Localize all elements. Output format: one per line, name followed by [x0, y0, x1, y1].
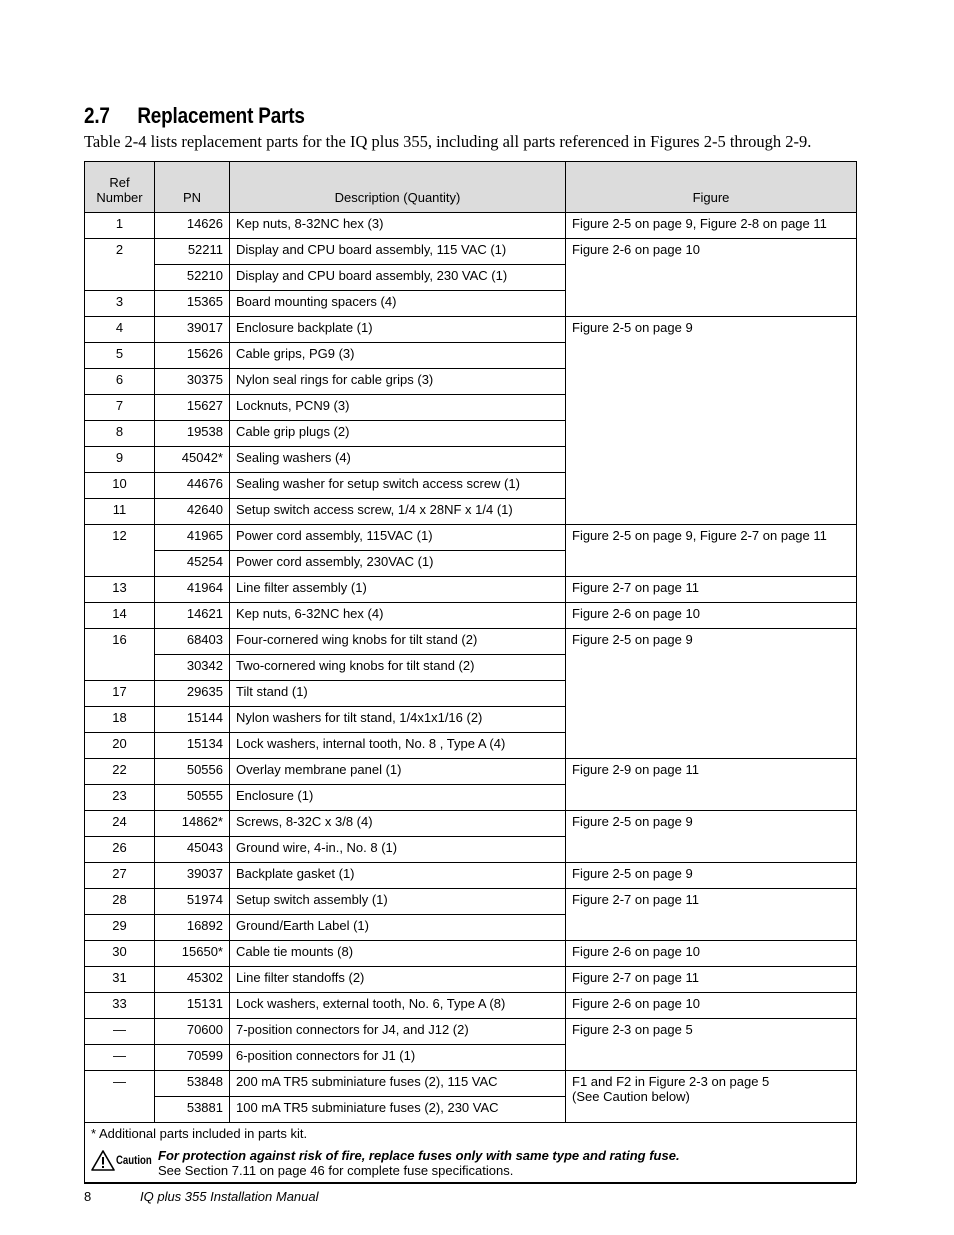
description-cell: Overlay membrane panel (1): [230, 759, 566, 785]
table-header-row: [85, 162, 857, 213]
description-cell: 7-position connectors for J4, and J12 (2): [230, 1019, 566, 1045]
description-cell: Display and CPU board assembly, 230 VAC (1): [230, 265, 566, 291]
ref-cell: 5: [85, 343, 155, 369]
description-cell: Setup switch assembly (1): [230, 889, 566, 915]
ref-cell: 28: [85, 889, 155, 915]
description-cell: Ground wire, 4-in., No. 8 (1): [230, 837, 566, 863]
figure-text-line1: F1 and F2 in Figure 2-3 on page 5: [572, 1074, 770, 1089]
ref-cell: 24: [85, 811, 155, 837]
description-cell: Cable grips, PG9 (3): [230, 343, 566, 369]
table-footer: [85, 1123, 857, 1183]
description-cell: Display and CPU board assembly, 115 VAC (1): [230, 239, 566, 265]
figure-cell: [566, 1071, 857, 1123]
ref-cell: 18: [85, 707, 155, 733]
figure-cell: Figure 2-6 on page 10: [566, 993, 857, 1019]
pn-cell: 44676: [155, 473, 230, 499]
description-cell: Lock washers, internal tooth, No. 8 , Type A (4): [230, 733, 566, 759]
page-number: 8: [84, 1189, 92, 1204]
ref-cell: 14: [85, 603, 155, 629]
description-cell: Power cord assembly, 230VAC (1): [230, 551, 566, 577]
description-cell: Cable grip plugs (2): [230, 421, 566, 447]
description-cell: Lock washers, external tooth, No. 6, Type A (8): [230, 993, 566, 1019]
figure-cell: Figure 2-5 on page 9: [566, 629, 857, 759]
table-row: [85, 213, 857, 239]
ref-cell: 1: [85, 213, 155, 239]
warning-triangle-icon: [91, 1150, 115, 1171]
description-cell: Screws, 8-32C x 3/8 (4): [230, 811, 566, 837]
pn-cell: 45043: [155, 837, 230, 863]
ref-cell: 9: [85, 447, 155, 473]
pn-cell: 53881: [155, 1097, 230, 1123]
ref-cell: 13: [85, 577, 155, 603]
pn-cell: 29635: [155, 681, 230, 707]
caution-note: [91, 1148, 850, 1178]
table-row: [85, 811, 857, 837]
pn-cell: 50555: [155, 785, 230, 811]
replacement-parts-table: [84, 161, 857, 1183]
pn-cell: 41964: [155, 577, 230, 603]
header-ref-number: [85, 162, 155, 213]
table-row: [85, 317, 857, 343]
table-row: [85, 1019, 857, 1045]
description-cell: Nylon seal rings for cable grips (3): [230, 369, 566, 395]
pn-cell: 15365: [155, 291, 230, 317]
header-ref-line2: Number: [96, 190, 143, 205]
intro-paragraph: Table 2-4 lists replacement parts for the IQ plus 355, including all parts referenced in Figures 2-5 through 2-9.: [84, 132, 812, 151]
pn-cell: 51974: [155, 889, 230, 915]
ref-cell: —: [85, 1071, 155, 1123]
pn-cell: 30342: [155, 655, 230, 681]
pn-cell: 39037: [155, 863, 230, 889]
description-cell: Four-cornered wing knobs for tilt stand (2): [230, 629, 566, 655]
ref-cell: 16: [85, 629, 155, 681]
description-cell: Nylon washers for tilt stand, 1/4x1x1/16 (2): [230, 707, 566, 733]
figure-cell: Figure 2-7 on page 11: [566, 889, 857, 941]
table-row: [85, 993, 857, 1019]
section-title: Replacement Parts: [137, 103, 305, 128]
pn-cell: 15650*: [155, 941, 230, 967]
pn-cell: 14862*: [155, 811, 230, 837]
pn-cell: 70599: [155, 1045, 230, 1071]
section-number: 2.7: [84, 103, 110, 128]
figure-cell: Figure 2-9 on page 11: [566, 759, 857, 811]
pn-cell: 30375: [155, 369, 230, 395]
pn-cell: 52211: [155, 239, 230, 265]
pn-cell: 15134: [155, 733, 230, 759]
footer-rule: [84, 1183, 856, 1184]
description-cell: 6-position connectors for J1 (1): [230, 1045, 566, 1071]
description-cell: Cable tie mounts (8): [230, 941, 566, 967]
ref-cell: 23: [85, 785, 155, 811]
pn-cell: 15626: [155, 343, 230, 369]
table-row: [85, 525, 857, 551]
table-row: [85, 1071, 857, 1097]
ref-cell: 3: [85, 291, 155, 317]
ref-cell: 20: [85, 733, 155, 759]
table-row: [85, 759, 857, 785]
figure-cell: Figure 2-3 on page 5: [566, 1019, 857, 1071]
figure-cell: Figure 2-5 on page 9: [566, 811, 857, 863]
pn-cell: 15627: [155, 395, 230, 421]
ref-cell: —: [85, 1019, 155, 1045]
pn-cell: 45042*: [155, 447, 230, 473]
description-cell: Sealing washers (4): [230, 447, 566, 473]
description-cell: Enclosure backplate (1): [230, 317, 566, 343]
figure-cell: Figure 2-6 on page 10: [566, 941, 857, 967]
pn-cell: 14621: [155, 603, 230, 629]
description-cell: Line filter assembly (1): [230, 577, 566, 603]
description-cell: Sealing washer for setup switch access screw (1): [230, 473, 566, 499]
description-cell: Backplate gasket (1): [230, 863, 566, 889]
caution-label: Caution: [116, 1153, 152, 1167]
table-row: [85, 889, 857, 915]
figure-cell: Figure 2-6 on page 10: [566, 239, 857, 317]
figure-cell: Figure 2-5 on page 9, Figure 2-7 on page 11: [566, 525, 857, 577]
caution-detail-text: See Section 7.11 on page 46 for complete fuse specifications.: [158, 1163, 514, 1178]
header-pn: PN: [155, 162, 230, 213]
ref-cell: 11: [85, 499, 155, 525]
pn-cell: 39017: [155, 317, 230, 343]
pn-cell: 53848: [155, 1071, 230, 1097]
ref-cell: 17: [85, 681, 155, 707]
figure-cell: Figure 2-5 on page 9, Figure 2-8 on page 11: [566, 213, 857, 239]
ref-cell: 2: [85, 239, 155, 291]
description-cell: Tilt stand (1): [230, 681, 566, 707]
pn-cell: 41965: [155, 525, 230, 551]
description-cell: Line filter standoffs (2): [230, 967, 566, 993]
parts-kit-footnote: * Additional parts included in parts kit.: [91, 1126, 308, 1141]
ref-cell: 29: [85, 915, 155, 941]
ref-cell: 6: [85, 369, 155, 395]
pn-cell: 45254: [155, 551, 230, 577]
figure-cell: Figure 2-5 on page 9: [566, 863, 857, 889]
pn-cell: 52210: [155, 265, 230, 291]
table-row: [85, 577, 857, 603]
description-cell: Locknuts, PCN9 (3): [230, 395, 566, 421]
pn-cell: 42640: [155, 499, 230, 525]
pn-cell: 16892: [155, 915, 230, 941]
pn-cell: 15144: [155, 707, 230, 733]
ref-cell: 33: [85, 993, 155, 1019]
ref-cell: 12: [85, 525, 155, 577]
header-description: Description (Quantity): [230, 162, 566, 213]
figure-cell: Figure 2-5 on page 9: [566, 317, 857, 525]
pn-cell: 15131: [155, 993, 230, 1019]
description-cell: Two-cornered wing knobs for tilt stand (2): [230, 655, 566, 681]
ref-cell: 7: [85, 395, 155, 421]
figure-cell: Figure 2-7 on page 11: [566, 577, 857, 603]
table-row: [85, 863, 857, 889]
ref-cell: 26: [85, 837, 155, 863]
pn-cell: 50556: [155, 759, 230, 785]
description-cell: Ground/Earth Label (1): [230, 915, 566, 941]
header-ref-line1: Ref: [109, 175, 130, 190]
description-cell: Kep nuts, 6-32NC hex (4): [230, 603, 566, 629]
table-row: [85, 239, 857, 265]
table-row: [85, 603, 857, 629]
description-cell: Kep nuts, 8-32NC hex (3): [230, 213, 566, 239]
pn-cell: 19538: [155, 421, 230, 447]
pn-cell: 68403: [155, 629, 230, 655]
ref-cell: 30: [85, 941, 155, 967]
table-footer-row: [85, 1123, 857, 1183]
pn-cell: 14626: [155, 213, 230, 239]
ref-cell: 10: [85, 473, 155, 499]
description-cell: 100 mA TR5 subminiature fuses (2), 230 VAC: [230, 1097, 566, 1123]
ref-cell: 27: [85, 863, 155, 889]
caution-bold-text: For protection against risk of fire, replace fuses only with same type and rating fuse.: [158, 1148, 680, 1163]
pn-cell: 70600: [155, 1019, 230, 1045]
caution-mark: [91, 1150, 156, 1171]
figure-text-line2: (See Caution below): [572, 1089, 690, 1104]
description-cell: 200 mA TR5 subminiature fuses (2), 115 VAC: [230, 1071, 566, 1097]
description-cell: Setup switch access screw, 1/4 x 28NF x 1/4 (1): [230, 499, 566, 525]
figure-cell: Figure 2-6 on page 10: [566, 603, 857, 629]
ref-cell: 4: [85, 317, 155, 343]
manual-title: IQ plus 355 Installation Manual: [140, 1189, 319, 1204]
ref-cell: 31: [85, 967, 155, 993]
table-row: [85, 967, 857, 993]
ref-cell: 8: [85, 421, 155, 447]
description-cell: Board mounting spacers (4): [230, 291, 566, 317]
caution-text-block: [158, 1148, 680, 1178]
pn-cell: 45302: [155, 967, 230, 993]
description-cell: Power cord assembly, 115VAC (1): [230, 525, 566, 551]
figure-cell: Figure 2-7 on page 11: [566, 967, 857, 993]
header-figure: Figure: [566, 162, 857, 213]
section-heading: [84, 103, 305, 129]
ref-cell: 22: [85, 759, 155, 785]
description-cell: Enclosure (1): [230, 785, 566, 811]
table-row: [85, 941, 857, 967]
ref-cell: —: [85, 1045, 155, 1071]
table-row: [85, 629, 857, 655]
